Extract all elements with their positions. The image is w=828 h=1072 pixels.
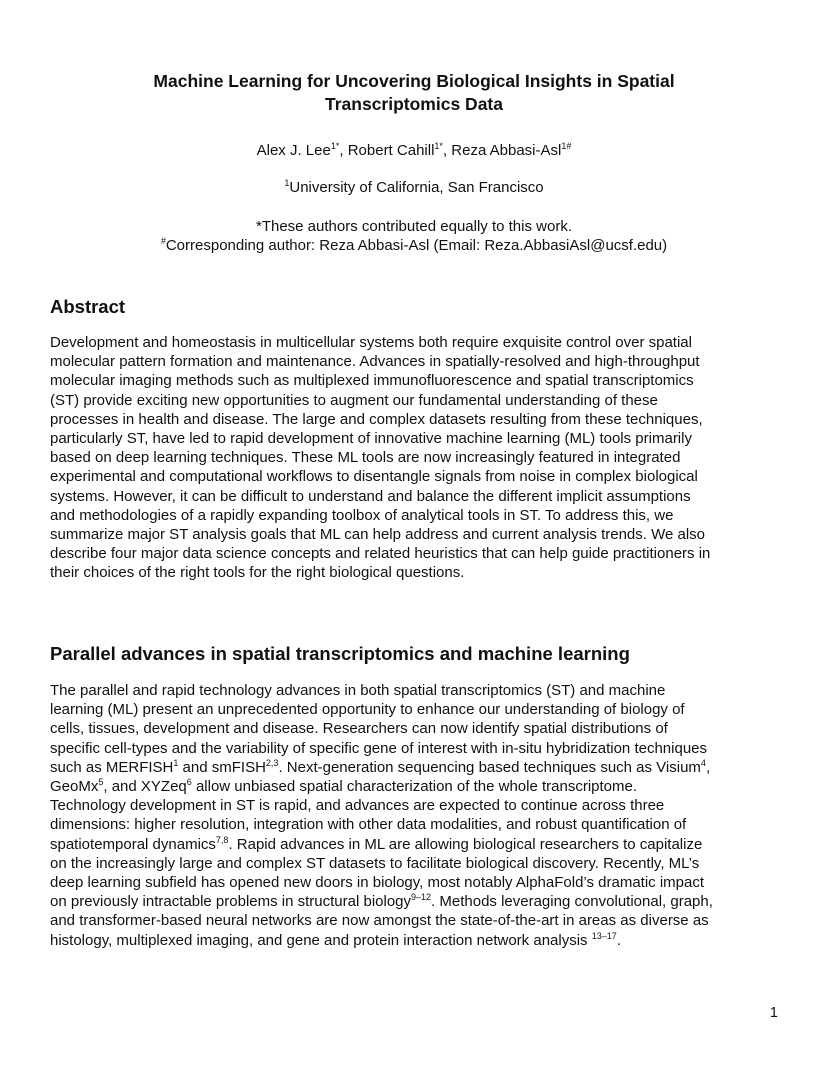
text-line: (ST) provide exciting new opportunities to augment our fundamental understanding of these [50,391,658,409]
author-marks: 1# [561,141,572,151]
text-line [50,700,790,719]
author-separator: , [339,142,348,159]
affiliation-text: University of California, San Francisco [289,179,544,196]
text-line: describe four major data science concepts and related heuristics that can help guide practitioners in [50,545,711,563]
equal-contribution-note: *These authors contributed equally to this work. [255,218,572,235]
text-line [50,796,790,815]
author-separator: , [442,142,452,159]
text-line: molecular pattern formation and maintenance. Advances in spatially-resolved and high-throughput [50,353,700,371]
text-line: their choices of the right tools for the right biological questions. [50,564,465,582]
section-heading: Parallel advances in spatial transcriptomics and machine learning [50,643,630,664]
author-marks: 1* [330,141,340,151]
text-segment: on previously intractable problems in structural biology [50,893,412,911]
page-number: 1 [769,1005,778,1021]
text-segment: dimensions: higher resolution, integration with other data modalities, and robust quantification of [50,816,687,834]
citation-superscript: 5 [98,777,104,788]
text-line [50,854,790,873]
citation-superscript: 4 [700,757,706,768]
text-line [50,835,790,854]
text-line [50,758,790,777]
corresponding-text: Corresponding author: Reza Abbasi-Asl (Email: Reza.AbbasiAsl@ucsf.edu) [165,237,668,254]
text-line: summarize major ST analysis goals that ML can help address and current analysis trends. We also [50,526,706,544]
affiliation [0,178,828,197]
text-segment: on the increasingly large and complex ST datasets to facilitate biological discovery. Recently, ML’s [50,854,700,872]
author-marks: 1* [434,141,443,151]
corresponding-author-note [0,236,828,255]
author-name: Alex J. Lee [256,142,331,159]
text-segment: histology, multiplexed imaging, and gene and protein interaction network analysis [50,931,592,949]
text-segment: . Next-generation sequencing based techniques such as Visium [278,758,701,776]
text-line: molecular imaging methods such as multiplexed immunofluorescence and spatial transcriptomics [50,372,694,390]
text-segment: The parallel and rapid technology advances in both spatial transcriptomics (ST) and machine [50,682,666,699]
text-segment: allow unbiased spatial characterization of the whole transcriptome. [191,778,638,796]
author-name: Reza Abbasi-Asl [451,142,562,159]
citation-superscript: 13–17 [591,930,617,941]
text-line: based on deep learning techniques. These ML tools are now increasingly featured in integrated [50,449,681,467]
text-segment: . Methods leveraging convolutional, graph, [431,893,713,911]
text-segment: . Rapid advances in ML are allowing biological researchers to capitalize [228,835,703,853]
text-line [50,719,790,738]
text-line [50,815,790,834]
text-segment: GeoMx [50,778,99,796]
title-line: Transcriptomics Data [325,94,503,114]
text-line [50,873,790,892]
text-segment: Technology development in ST is rapid, and advances are expected to continue across three [50,797,665,815]
citation-superscript: 7,8 [215,834,229,845]
text-line: particularly ST, have led to rapid development of innovative machine learning (ML) tools primarily [50,430,692,448]
text-segment: specific cell-types and the variability of specific gene of interest with in-situ hybridization techniques [50,739,707,757]
citation-superscript: 2,3 [265,757,279,768]
citation-superscript: 1 [173,757,179,768]
corresponding-mark: # [160,236,166,246]
text-segment: cells, tissues, development and disease. Researchers can now identify spatial distributions of [50,720,668,738]
text-segment: learning (ML) present an unprecedented opportunity to enhance our understanding of biology of [50,701,685,719]
text-line: systems. However, it can be difficult to understand and balance the different implicit assumptions [50,487,691,505]
affiliation-mark: 1 [284,178,290,188]
text-segment: spatiotemporal dynamics [50,835,216,853]
abstract-body [50,333,790,583]
abstract-heading: Abstract [50,296,126,317]
citation-superscript: 6 [186,777,192,788]
title-line: Machine Learning for Uncovering Biological Insights in Spatial [153,71,675,91]
author-list [0,141,828,160]
text-line: processes in health and disease. The large and complex datasets resulting from these techniques, [50,410,703,428]
section-body [50,681,790,950]
text-line: and methodologies of a rapidly expanding toolbox of analytical tools in ST. To address this, we [50,506,674,524]
text-line: Development and homeostasis in multicellular systems both require exquisite control over spatial [50,334,692,351]
text-line [50,931,790,950]
text-segment: and smFISH [178,758,266,776]
text-segment: . [616,931,621,949]
text-segment: such as MERFISH [50,758,174,776]
text-line [50,681,790,700]
paper-title [0,70,828,116]
text-segment: and transformer-based neural networks are now amongst the state-of-the-art in areas as diverse as [50,912,709,930]
citation-superscript: 9–12 [411,892,432,903]
author-name: Robert Cahill [347,142,435,159]
text-segment: , [705,758,711,776]
text-segment: deep learning subfield has opened new doors in biology, most notably AlphaFold’s dramatic impact [50,874,705,892]
text-line [50,892,790,911]
text-line [50,911,790,930]
text-line [50,739,790,758]
text-line [50,777,790,796]
text-line: experimental and computational workflows to disentangle signals from noise in complex biological [50,468,698,486]
text-segment: , and XYZeq [103,778,187,796]
